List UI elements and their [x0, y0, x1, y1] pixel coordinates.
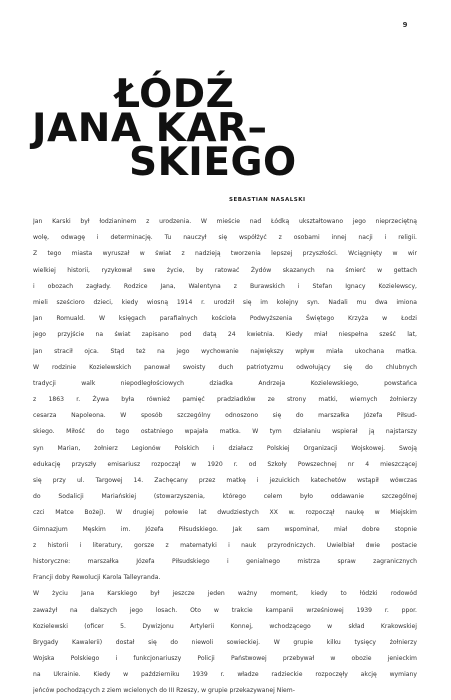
body-text-line: W rodzinie Kozielewskich panował swoisty duch patriotyzmu odwołujący się do chlubnych [33, 363, 417, 371]
body-text-line: jeńców pochodzących z ziem wcielonych do III Rzeszy, w grupie przekazywanej Niem- [33, 687, 295, 695]
body-text-line: na Ukrainie. Kiedy w październiku 1939 r. władze radzieckie rozpoczęły akcję wymiany [33, 671, 417, 679]
author-byline: SEBASTIAN NASALSKI [229, 197, 306, 203]
body-text-line: mieli sześcioro dzieci, kiedy wiosną 1914 r. urodził się im kolejny syn. Nadali mu dwa imiona [33, 298, 417, 306]
body-text-line: zaważył na dalszych jego losach. Oto w trakcie kampanii wrześniowej 1939 r. ppor. [33, 606, 417, 614]
body-text-line: W życiu Jana Karskiego był jeszcze jeden ważny moment, kiedy to łódzki rodowód [33, 590, 417, 598]
body-text-line: Kozielewski (oficer 5. Dywizjonu Artylerii Konnej, wchodzącego w skład Krakowskiej [33, 622, 417, 630]
body-text-line: i obozach zagłady. Rodzice Jana, Walentyna z Burawskich i Stefan Ignacy Kozielewscy, [33, 282, 417, 290]
body-text-line: do Sodalicji Mariańskiej (stowarzyszenia, którego celem było oddawanie szczególnej [33, 493, 417, 501]
article-body [33, 214, 417, 700]
body-text-line: cesarza Napoleona. W sposób szczególny odnoszono się do marszałka Józefa Piłsud- [33, 412, 417, 420]
body-text-line: z 1863 r. Żywa była również pamięć pradziadków ze strony matki, wiernych żołnierzy [33, 396, 417, 404]
body-text-line: Francji doby Rewolucji Karola Talleyranda. [33, 574, 161, 582]
body-text-line: czci Matce Bożej). W drugiej połowie lat dwudziestych XX w. rozpoczął naukę w Miejskim [33, 509, 417, 517]
page-number: 9 [402, 21, 408, 29]
body-text-line: tradycji walk niepodległościowych dziadka Andrzeja Kozielewskiego, powstańca [33, 379, 417, 387]
body-text-line: wielkiej historii, ryzykował swe życie, by ratować Żydów skazanych na śmierć w gettach [33, 266, 417, 274]
body-text-line: syn Marian, żołnierz Legionów Polskich i działacz Polskiej Organizacji Wojskowej. Swoją [33, 444, 417, 452]
body-text-line: Z tego miasta wyruszał w świat z nadzieją tworzenia lepszej przyszłości. Wciągnięty w wir [33, 250, 417, 258]
body-text-line: Gimnazjum Męskim im. Józefa Piłsudskiego. Jak sam wspominał, miał dobre stopnie [33, 525, 417, 533]
body-text-line: Brygady Kawalerii) dostał się do niewoli sowieckiej. W grupie kilku tysięcy żołnierzy [33, 638, 417, 646]
body-text-line: wolę, odwagę i determinację. Tu nauczył się współżyć z osobami innej nacji i religii. [33, 234, 417, 242]
body-text-line: Jan stracił ojca. Stąd też na jego wychowanie największy wpływ miała ukochana matka. [33, 347, 417, 355]
body-text-line: Wojska Polskiego i funkcjonariuszy Policji Państwowej przebywał w obozie jenieckim [33, 655, 417, 663]
body-text-line: edukację przyszły emisariusz rozpoczął w 1920 r. od Szkoły Powszechnej nr 4 mieszczącej [33, 460, 417, 468]
body-text-line: z historii i literatury, gorsze z matematyki i nauk przyrodniczych. Uwielbiał dwie postacie [33, 541, 417, 549]
article-title [32, 72, 332, 185]
body-text-line: historyczne: marszałka Józefa Piłsudskiego i genialnego mistrza spraw zagranicznych [33, 557, 417, 565]
body-text-line: Jan Karski był łodzianinem z urodzenia. W mieście nad Łódką ukształtowano jego nieprzeciętną [33, 218, 417, 225]
body-text-line: jego przyjście na świat zapisano pod datą 24 kwietnia. Kiedy miał niespełna sześć lat, [33, 331, 417, 339]
title-line: ŁÓDŹ [115, 72, 235, 117]
body-text-line: skiego. Miłość do tego ostatniego wpajała matka. W tym działaniu wspierał ją najstarszy [33, 428, 417, 436]
body-text-line: Jan Romuald. W księgach parafialnych kościoła Podwyższenia Świętego Krzyża w Łodzi [33, 315, 417, 323]
title-line: JANA KAR– [32, 106, 268, 151]
body-text-line: się przy ul. Targowej 14. Zachęcany przez matkę i jezuickich katechetów wstąpił wówczas [33, 477, 417, 484]
title-line: SKIEGO [129, 140, 297, 185]
